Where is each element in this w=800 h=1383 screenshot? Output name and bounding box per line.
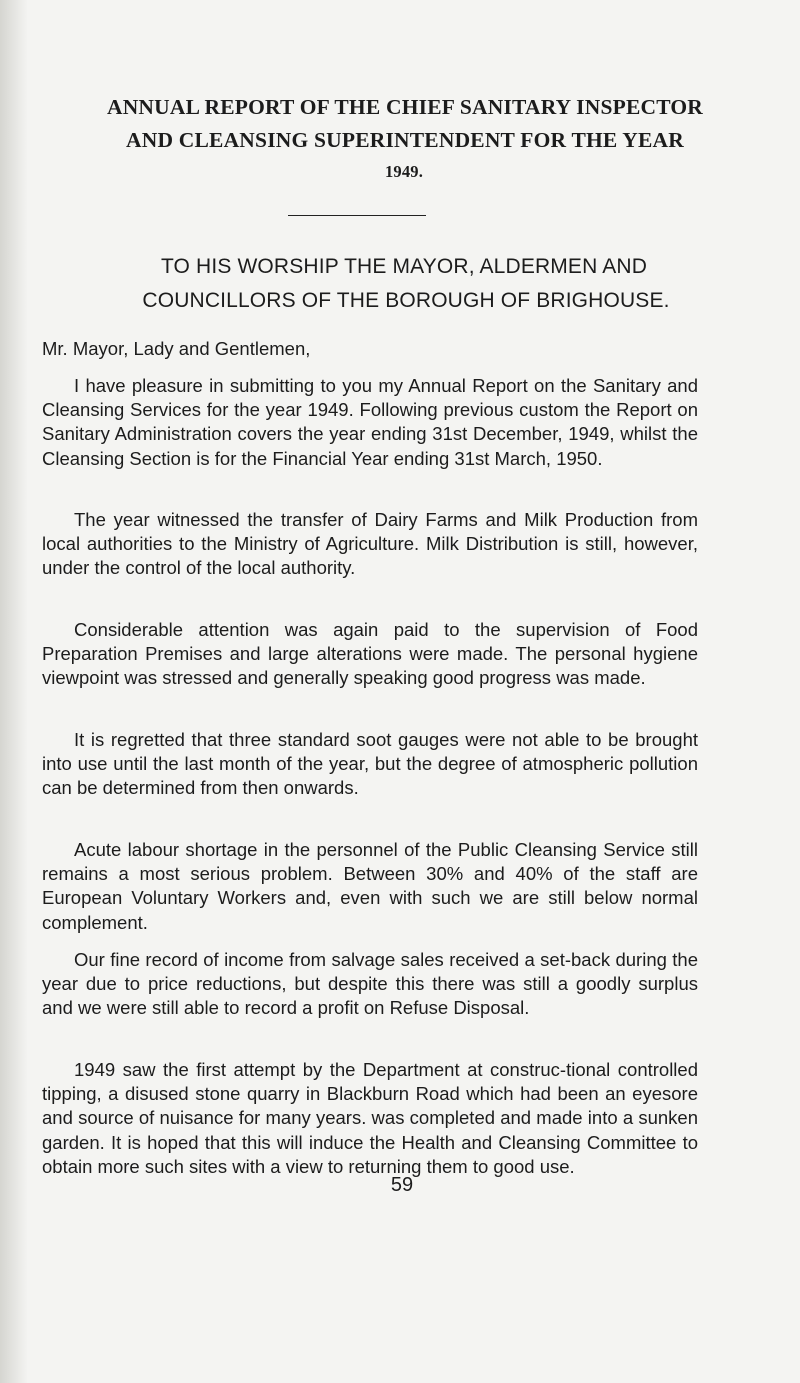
paragraph-food-premises: Considerable attention was again paid to the supervision of Food Preparation Premises and large alterations were made. The personal hygiene viewpoint was stressed and generally speaking good progress was made. — [42, 619, 698, 689]
paragraph-dairy-farms: The year witnessed the transfer of Dairy Farms and Milk Production from local authorities to the Ministry of Agriculture. Milk Distribution is still, however, under the control of the local authority. — [42, 509, 698, 579]
paragraph-labour-shortage: Acute labour shortage in the personnel of the Public Cleansing Service still remains a most serious problem. Between 30% and 40% of the staff are European Voluntary Workers and, even with such we are still below normal complement. — [42, 839, 698, 933]
address-line-1: TO HIS WORSHIP THE MAYOR, ALDERMEN AND — [160, 255, 648, 278]
paragraph-soot-gauges: It is regretted that three standard soot gauges were not able to be brought into use until the last month of the year, but the degree of atmospheric pollution can be determined from then onwards. — [42, 729, 698, 799]
report-title-line-2: AND CLEANSING SUPERINTENDENT FOR THE YEAR — [126, 128, 684, 152]
report-title-line-1: ANNUAL REPORT OF THE CHIEF SANITARY INSPECTOR — [106, 95, 704, 119]
paragraph-salvage-income: Our fine record of income from salvage sales received a set-back during the year due to price reductions, but despite this there was still a goodly surplus and we were still able to record a profit on Refuse Disposal. — [42, 949, 698, 1019]
report-year: 1949. — [384, 162, 424, 181]
page-number: 59 — [390, 1174, 414, 1196]
paragraph-introduction: I have pleasure in submitting to you my Annual Report on the Sanitary and Cleansing Services for the year 1949. Following previous custom the Report on Sanitary Administration covers the year ending 31st December, 1949, whilst the Cleansing Section is for the Financial Year ending 31st March, 1950. — [42, 375, 698, 469]
section-divider — [288, 215, 426, 216]
address-line-2: COUNCILLORS OF THE BOROUGH OF BRIGHOUSE. — [142, 289, 670, 312]
paragraph-controlled-tipping: 1949 saw the first attempt by the Department at construc-tional controlled tipping, a disused stone quarry in Blackburn Road which had been an eyesore and source of nuisance for many years. was completed and made into a sunken garden. It is hoped that this will induce the Health and Cleansing Committee to obtain more such sites with a view to returning them to good use. — [42, 1059, 698, 1177]
salutation: Mr. Mayor, Lady and Gentlemen, — [42, 338, 311, 359]
